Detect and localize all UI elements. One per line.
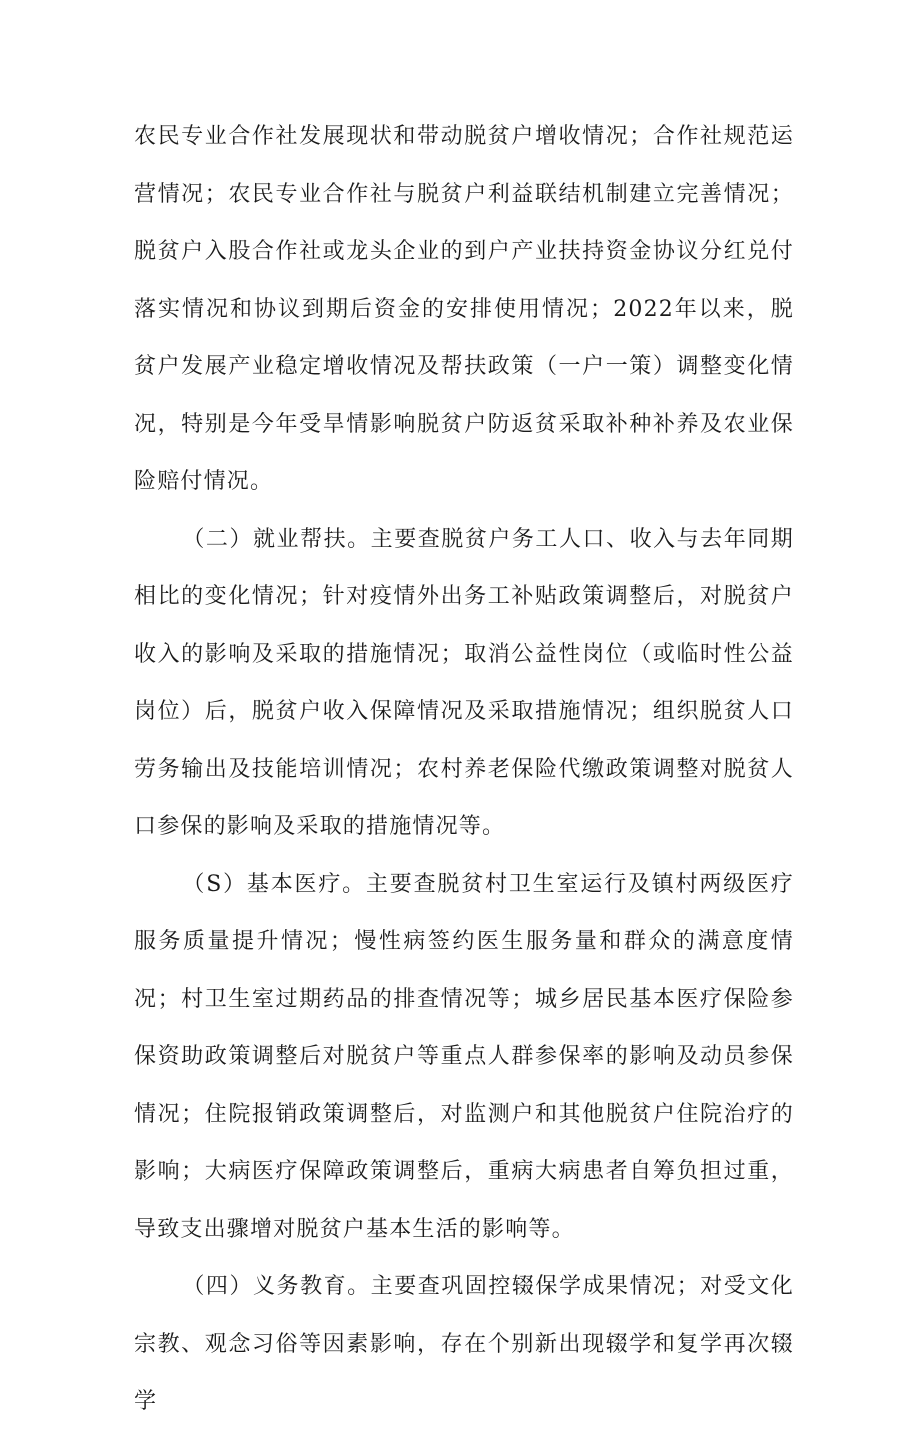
document-body <box>134 108 794 1431</box>
paragraph-basic-medical-care: （S）基本医疗。主要查脱贫村卫生室运行及镇村两级医疗服务质量提升情况；慢性病签约医生服务量和群众的满意度情况；村卫生室过期药品的排查情况等；城乡居民基本医疗保险参保资助政策调整后对脱贫户等重点人群参保率的影响及动员参保情况；住院报销政策调整后，对监测户和其他脱贫户住院治疗的影响；大病医疗保障政策调整后，重病大病患者自筹负担过重，导致支出骤增对脱贫户基本生活的影响等。 <box>134 871 794 1242</box>
paragraph-continuation: 农民专业合作社发展现状和带动脱贫户增收情况；合作社规范运营情况；农民专业合作社与脱贫户利益联结机制建立完善情况；脱贫户入股合作社或龙头企业的到户产业扶持资金协议分红兑付落实情况和协议到期后资金的安排使用情况；2022年以来，脱贫户发展产业稳定增收情况及帮扶政策（一户一策）调整变化情况，特别是今年受旱情影响脱贫户防返贫采取补种补养及农业保险赔付情况。 <box>134 124 794 494</box>
paragraph-compulsory-education: （四）义务教育。主要查巩固控辍保学成果情况；对受文化宗教、观念习俗等因素影响，存在个别新出现辍学和复学再次辍学 <box>134 1274 794 1414</box>
paragraph-employment-support: （二）就业帮扶。主要查脱贫户务工人口、收入与去年同期相比的变化情况；针对疫情外出务工补贴政策调整后，对脱贫户收入的影响及采取的措施情况；取消公益性岗位（或临时性公益岗位）后，脱贫户收入保障情况及采取措施情况；组织脱贫人口劳务输出及技能培训情况；农村养老保险代缴政策调整对脱贫人口参保的影响及采取的措施情况等。 <box>134 526 794 839</box>
